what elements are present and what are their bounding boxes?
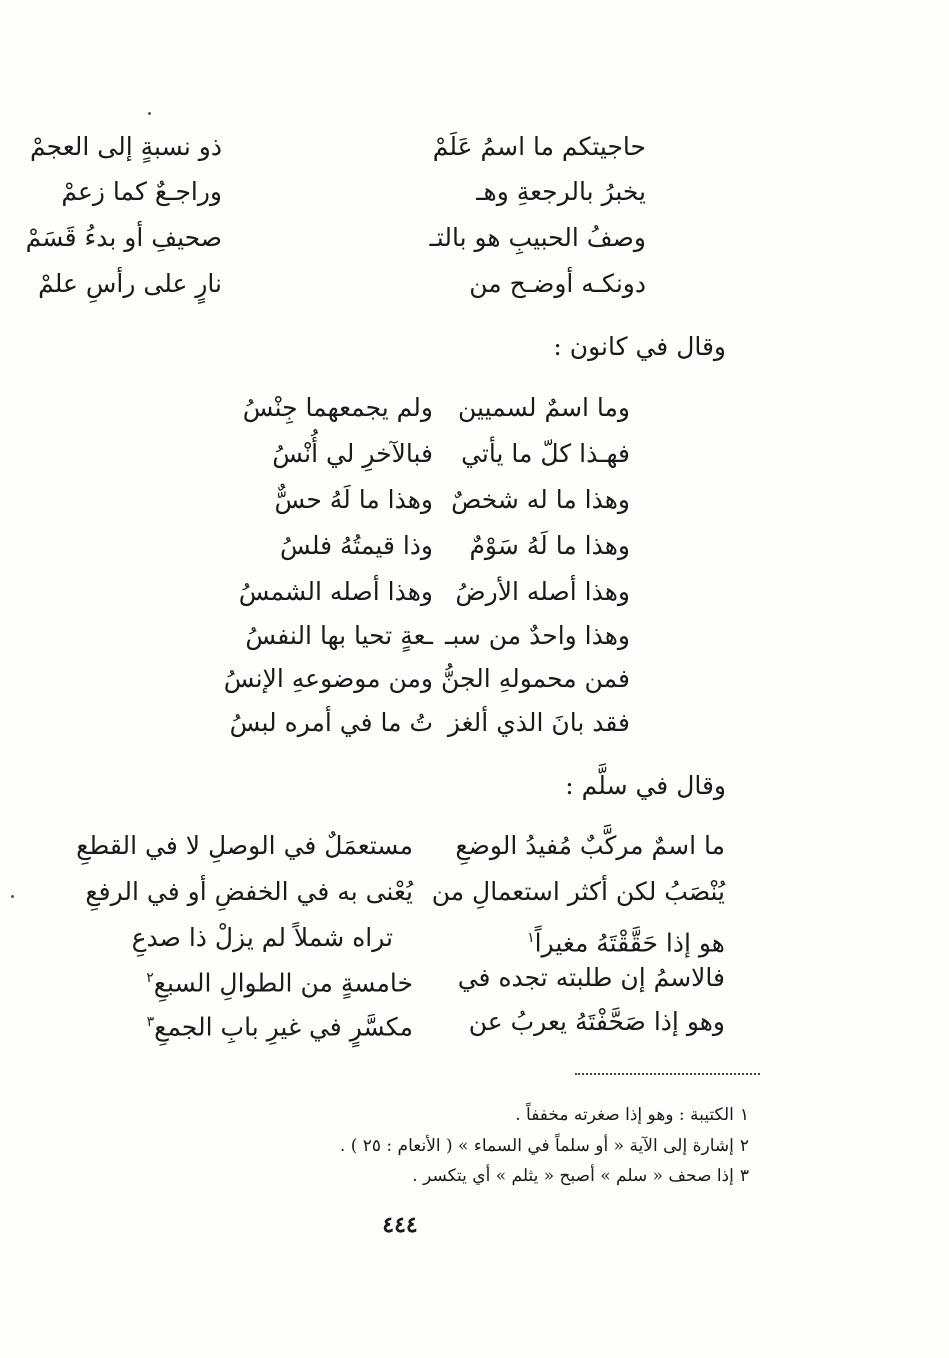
verse-3-5-left-text: مكسَّرٍ في غيرِ بابِ الجمعِ bbox=[154, 1012, 413, 1042]
verse-1-4-left: نارٍ على رأسِ علمْ bbox=[38, 269, 222, 298]
verse-2-4-right: وهذا ما لَهُ سَوْمٌ bbox=[469, 531, 630, 560]
verse-1-2-right: يخبرُ بالرجعةِ وهـ bbox=[476, 177, 646, 206]
verse-2-5-left: وهذا أصله الشمسُ bbox=[238, 577, 433, 606]
verse-3-5-left bbox=[147, 1006, 413, 1043]
verse-2-4-left: وذا قيمتُهُ فلسُ bbox=[279, 531, 433, 560]
verse-3-4-right: فالاسمُ إن طلبته تجده في bbox=[457, 963, 725, 992]
footnote-1 bbox=[515, 1103, 749, 1127]
footnote-ref-1: ١ bbox=[527, 930, 535, 946]
verse-2-2-right: فهـذا كلّ ما يأتي bbox=[461, 439, 630, 468]
intro-sullam: وقال في سلَّم : bbox=[565, 771, 726, 800]
footnote-separator bbox=[575, 1073, 760, 1075]
page-number: ٤٤٤ bbox=[382, 1212, 418, 1238]
footnote-ref-2: ٢ bbox=[146, 970, 154, 986]
verse-3-4-left bbox=[146, 962, 413, 999]
verse-2-7-left: ومن موضوعهِ الإنسُ bbox=[223, 664, 433, 693]
verse-3-3-right bbox=[527, 922, 725, 959]
scan-speck bbox=[148, 112, 151, 115]
footnote-3 bbox=[412, 1164, 749, 1188]
footnote-ref-3: ٣ bbox=[146, 1014, 155, 1030]
verse-2-2-left: فبالآخرِ لي أُنْسُ bbox=[272, 439, 433, 468]
verse-2-5-right: وهذا أصله الأرضُ bbox=[455, 577, 630, 606]
footnote-2-text: إشارة إلى الآية « أو سلماً في السماء » ( الأنعام : ٢٥ ) . bbox=[339, 1136, 734, 1156]
verse-1-2-left: وراجـعٌ كما زعمْ bbox=[61, 177, 222, 206]
verse-2-6-left: ـعةٍ تحيا بها النفسُ bbox=[245, 621, 433, 650]
verse-2-8-right: فقد بانَ الذي ألغز bbox=[447, 708, 630, 737]
verse-2-3-right: وهذا ما له شخصٌ bbox=[451, 485, 630, 514]
verse-2-7-right: فمن محمولهِ الجنُّ bbox=[441, 664, 630, 693]
verse-3-4-left-text: خامسةٍ من الطوالِ السبعِ bbox=[153, 968, 413, 998]
verse-3-3-right-text: هو إذا حَقَّقْتَهُ مغيراً bbox=[534, 928, 725, 958]
footnote-3-number: ٣ bbox=[739, 1166, 749, 1186]
verse-3-2-left: يُعْنى به في الخفضِ أو في الرفعِ bbox=[85, 877, 413, 906]
verse-3-5-right: وهو إذا صَحَّفْتَهُ يعربُ عن bbox=[468, 1007, 725, 1036]
verse-1-3-right: وصفُ الحبيبِ هو بالتـ bbox=[429, 223, 646, 252]
footnote-3-text: إذا صحف « سلم » أصبح « يثلم » أي يتكسر . bbox=[412, 1166, 734, 1186]
verse-2-1-left: ولم يجمعهما جِنْسُ bbox=[242, 393, 433, 422]
footnote-2-number: ٢ bbox=[739, 1136, 749, 1156]
verse-1-1-right: حاجيتكم ما اسمُ عَلَمْ bbox=[432, 132, 646, 161]
footnote-1-number: ١ bbox=[739, 1105, 749, 1125]
intro-kanun: وقال في كانون : bbox=[553, 332, 726, 361]
verse-1-1-left: ذو نسبةٍ إلى العجمْ bbox=[29, 132, 222, 161]
verse-2-3-left: وهذا ما لَهُ حسٌّ bbox=[274, 485, 433, 514]
verse-2-1-right: وما اسمٌ لسميين bbox=[458, 393, 630, 422]
verse-2-8-left: تُ ما في أمره لبسُ bbox=[229, 708, 433, 737]
verse-3-1-right: ما اسمٌ مركَّبٌ مُفيدُ الوضعِ bbox=[455, 831, 725, 860]
verse-1-4-right: دونكـه أوضـح من bbox=[469, 269, 646, 298]
verse-3-3-left: تراه شملاً لم يزلْ ذا صدعِ bbox=[131, 923, 393, 952]
footnote-1-text: الكتيبة : وهو إذا صغرته مخففاً . bbox=[515, 1105, 734, 1125]
verse-2-6-right: وهذا واحدٌ من سبـ bbox=[445, 621, 630, 650]
scan-speck bbox=[11, 895, 14, 898]
verse-3-2-right: يُنْصَبُ لكن أكثر استعمالِ من bbox=[431, 877, 725, 906]
footnote-2 bbox=[340, 1134, 749, 1158]
verse-1-3-left: صحيفِ أو بدءُ قَسَمْ bbox=[25, 223, 222, 252]
verse-3-1-left: مستعمَلٌ في الوصلِ لا في القطعِ bbox=[76, 831, 413, 860]
